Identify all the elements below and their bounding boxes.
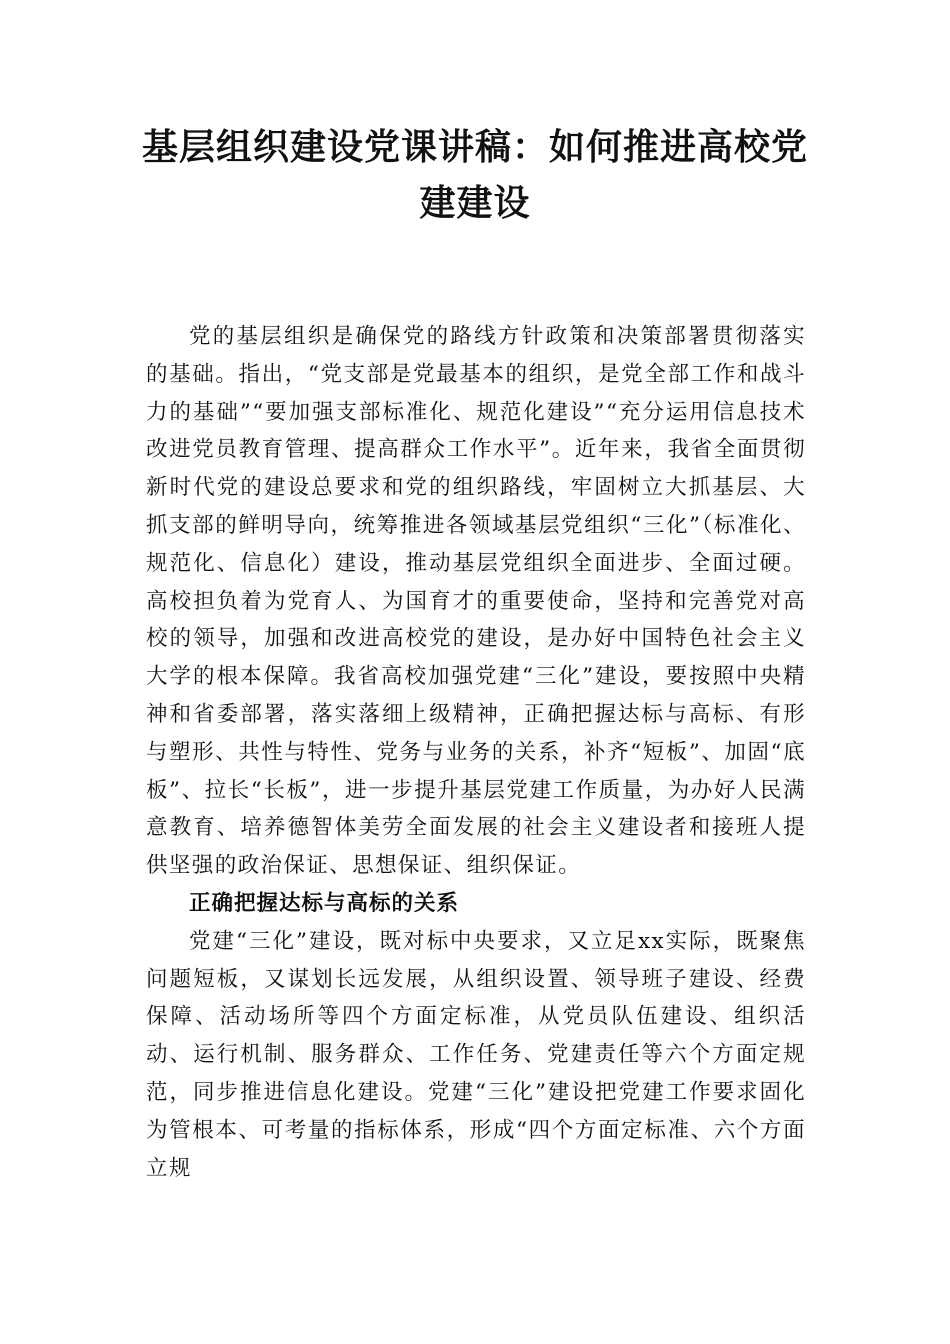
title-line-2: 建建设 [419, 183, 531, 224]
section-heading: 正确把握达标与高标的关系 [189, 890, 460, 916]
intro-paragraph: 党的基层组织是确保党的路线方针政策和决策部署贯彻落实的基础。指出，“党支部是党最基本的组织，是党全部工作和战斗力的基础”“要加强支部标准化、规范化建设”“充分运用信息技术改进党员教育管理、提高群众工作水平”。近年来，我省全面贯彻新时代党的建设总要求和党的组织路线，牢固树立大抓基层、大抓支部的鲜明导向，统筹推进各领域基层党组织“三化”（标准化、规范化、信息化）建设，推动基层党组织全面进步、全面过硬。高校担负着为党育人、为国育才的重要使命，坚持和完善党对高校的领导，加强和改进高校党的建设，是办好中国特色社会主义大学的根本保障。我省高校加强党建“三化”建设，要按照中央精神和省委部署，落实落细上级精神，正确把握达标与高标、有形与塑形、共性与特性、党务与业务的关系，补齐“短板”、加固“底板”、拉长“长板”，进一步提升基层党建工作质量，为办好人民满意教育、培养德智体美劳全面发展的社会主义建设者和接班人提供坚强的政治保证、思想保证、组织保证。 [146, 324, 806, 879]
section-paragraph: 党建“三化”建设，既对标中央要求，又立足xx实际，既聚焦问题短板，又谋划长远发展，从组织设置、领导班子建设、经费保障、活动场所等四个方面定标准，从党员队伍建设、组织活动、运行机制、服务群众、工作任务、党建责任等六个方面定规范，同步推进信息化建设。党建“三化”建设把党建工作要求固化为管根本、可考量的指标体系，形成“四个方面定标准、六个方面立规 [146, 928, 806, 1181]
title-line-1: 基层组织建设党课讲稿：如何推进高校党 [141, 127, 808, 168]
document-body [146, 318, 806, 1187]
document-title [140, 120, 810, 232]
